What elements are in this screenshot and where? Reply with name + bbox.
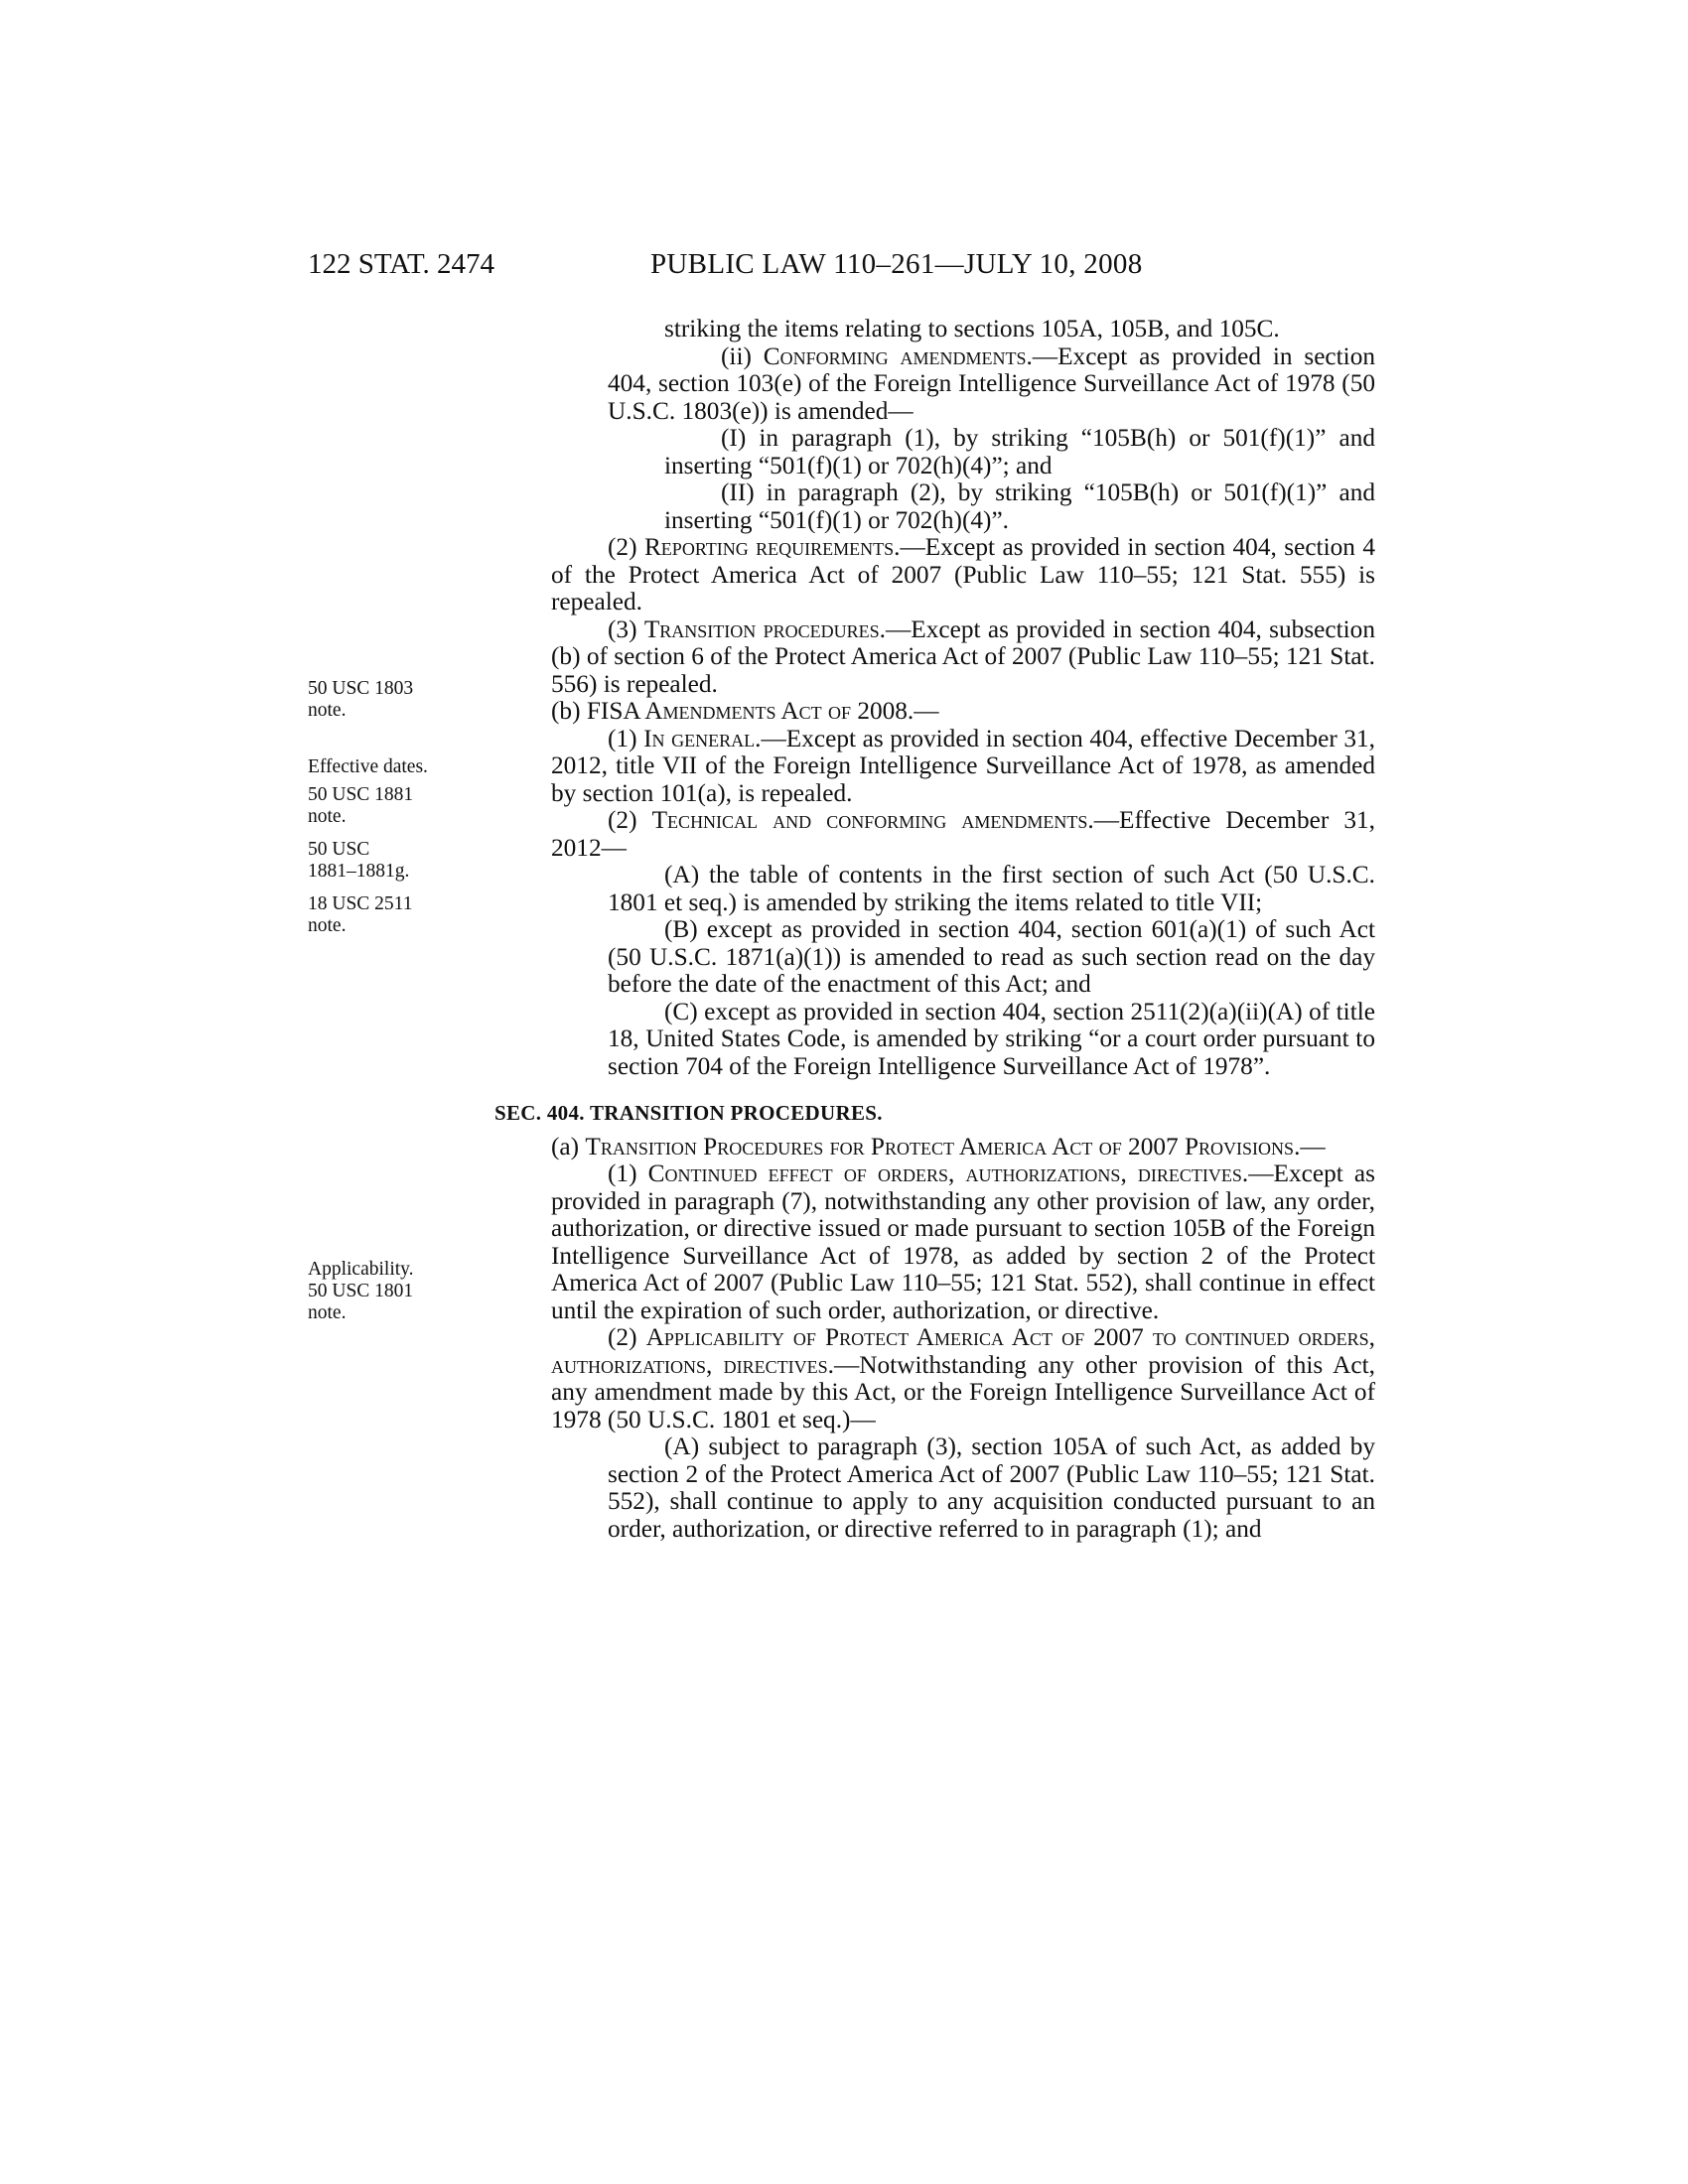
section-heading: SEC. 404. TRANSITION PROCEDURES.: [494, 1101, 883, 1125]
document-body: [494, 315, 1376, 1543]
paragraph: (ii) Conforming amendments.—Except as provided in section 404, section 103(e) of the Foreign Intelligence Surveillance Act of 1978 (50 U.S.C. 1803(e)) is amended—: [608, 341, 1376, 425]
paragraph: (a) Transition Procedures for Protect America Act of 2007 Provisions.—: [551, 1132, 1326, 1160]
paragraph: (b) FISA Amendments Act of 2008.—: [551, 697, 939, 725]
paragraph: (2) Reporting requirements.—Except as provided in section 404, section 4 of the Protect America Act of 2007 (Public Law 110–55; 121 Stat. 555) is repealed.: [551, 533, 1375, 615]
paragraph: (3) Transition procedures.—Except as provided in section 404, subsection (b) of section 6 of the Protect America Act of 2007 (Public Law 110–55; 121 Stat. 556) is repealed.: [551, 614, 1375, 698]
paragraph: (2) Technical and conforming amendments.—Effective December 31, 2012—: [551, 806, 1376, 862]
paragraph: (B) except as provided in section 404, section 601(a)(1) of such Act (50 U.S.C. 1871(a)(1)) is amended to read as such section read on the day before the date of the enactment of this Act; and: [608, 915, 1375, 998]
running-header: PUBLIC LAW 110–261—JULY 10, 2008: [650, 248, 1143, 280]
paragraph: (2) Applicability of Protect America Act of 2007 to continued orders, authorizations, directives.—Notwithstanding any other provision of this Act, any amendment made by this Act, or the Foreign Intelligence Surveillance Act of 1978 (50 U.S.C. 1801 et seq.)—: [551, 1323, 1375, 1433]
margin-note-2511: 18 USC 2511 note.: [308, 893, 413, 936]
paragraph: striking the items relating to sections 105A, 105B, and 105C.: [664, 315, 1280, 342]
paragraph: (A) subject to paragraph (3), section 105A of such Act, as added by section 2 of the Protect America Act of 2007 (Public Law 110–55; 121 Stat. 552), shall continue to apply to any acquisition conducted pursuant to an order, authorization, or directive referred to in paragraph (1); and: [608, 1433, 1375, 1543]
page-stat-number: 122 STAT. 2474: [308, 248, 495, 280]
paragraph: (1) Continued effect of orders, authorizations, directives.—Except as provided in paragraph (7), notwithstanding any other provision of law, any order, authorization, or directive issued or made pursuant to section 105B of the Foreign Intelligence Surveillance Act of 1978, as added by section 2 of the Protect America Act of 2007 (Public Law 110–55; 121 Stat. 552), shall continue in effect until the expiration of such order, authorization, or directive.: [551, 1160, 1375, 1324]
margin-note-1881g: 50 USC 1881–1881g.: [308, 839, 410, 882]
paragraph: (1) In general.—Except as provided in section 404, effective December 31, 2012, title VII of the Foreign Intelligence Surveillance Act of 1978, as amended by section 101(a), is repealed.: [551, 724, 1375, 807]
paragraph: (II) in paragraph (2), by striking “105B(h) or 501(f)(1)” and inserting “501(f)(1) or 702(h)(4)”.: [664, 478, 1375, 534]
margin-note-1881: 50 USC 1881 note.: [308, 784, 414, 827]
paragraph: (C) except as provided in section 404, section 2511(2)(a)(ii)(A) of title 18, United States Code, is amended by striking “or a court order pursuant to section 704 of the Foreign Intelligence Surveillance Act of 1978”.: [608, 997, 1375, 1080]
paragraph: (I) in paragraph (1), by striking “105B(h) or 501(f)(1)” and inserting “501(f)(1) or 702(h)(4)”; and: [664, 424, 1375, 479]
margin-note-1803: 50 USC 1803 note.: [308, 678, 414, 721]
margin-note-effective-dates: Effective dates.: [308, 756, 428, 777]
paragraph: (A) the table of contents in the first section of such Act (50 U.S.C. 1801 et seq.) is amended by striking the items related to title VII;: [608, 861, 1375, 916]
margin-note-applicability: Applicability. 50 USC 1801 note.: [308, 1259, 414, 1323]
